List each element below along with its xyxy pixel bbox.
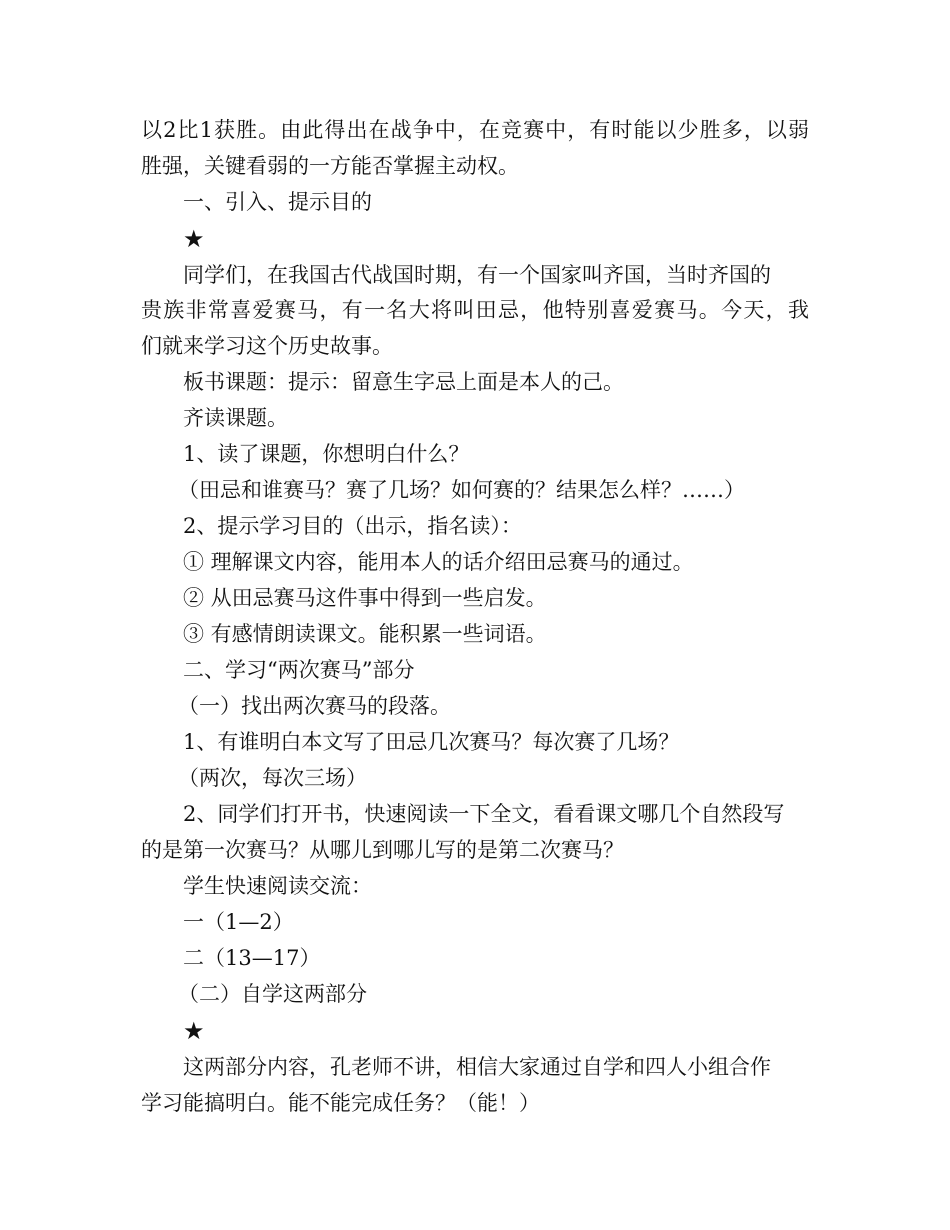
text-line: 2、提示学习目的（出示，指名读）：: [183, 514, 522, 538]
subsection-heading: （一）找出两次赛马的段落。: [178, 694, 451, 718]
star-icon: ★: [183, 225, 205, 253]
section-heading: 二、学习“两次赛马”部分: [183, 658, 415, 682]
list-item: ③ 有感情朗读课文。能积累一些词语。: [183, 622, 547, 646]
star-icon: ★: [183, 1017, 205, 1045]
text-line: 同学们，在我国古代战国时期，有一个国家叫齐国，当时齐国的: [183, 263, 771, 287]
text-line: 1、读了课题，你想明白什么？: [183, 442, 470, 466]
text-line: 贵族非常喜爱赛马，有一名大将叫田忌，他特别喜爱赛马。今天，我: [141, 298, 809, 322]
text-line: 胜强，关键看弱的一方能否掌握主动权。: [141, 154, 519, 178]
section-heading: 一、引入、提示目的: [183, 190, 372, 214]
text-line: 学生快速阅读交流：: [183, 874, 372, 898]
text-line: （田忌和谁赛马？赛了几场？如何赛的？结果怎么样？……）: [178, 478, 745, 502]
text-line: 二（13—17）: [183, 946, 321, 970]
text-line: 2、同学们打开书，快速阅读一下全文，看看课文哪几个自然段写: [183, 802, 785, 826]
list-item: ② 从田忌赛马这件事中得到一些启发。: [183, 586, 547, 610]
text-line: 一（1—2）: [183, 910, 294, 934]
text-line: 齐读课题。: [183, 406, 288, 430]
text-line: 板书课题：提示：留意生字忌上面是本人的己。: [183, 370, 624, 394]
text-line: 这两部分内容，孔老师不讲，相信大家通过自学和四人小组合作: [183, 1055, 771, 1079]
text-line: 学习能搞明白。能不能完成任务？（能！）: [141, 1091, 540, 1115]
subsection-heading: （二）自学这两部分: [178, 982, 367, 1006]
text-line: 的是第一次赛马？从哪儿到哪儿写的是第二次赛马？: [141, 838, 624, 862]
text-line: 以2比1获胜。由此得出在战争中，在竞赛中，有时能以少胜多，以弱: [141, 118, 809, 142]
text-line: （两次，每次三场）: [178, 766, 367, 790]
list-item: ① 理解课文内容，能用本人的话介绍田忌赛马的通过。: [183, 550, 694, 574]
text-line: 们就来学习这个历史故事。: [141, 334, 393, 358]
text-line: 1、有谁明白本文写了田忌几次赛马？每次赛了几场？: [183, 730, 680, 754]
